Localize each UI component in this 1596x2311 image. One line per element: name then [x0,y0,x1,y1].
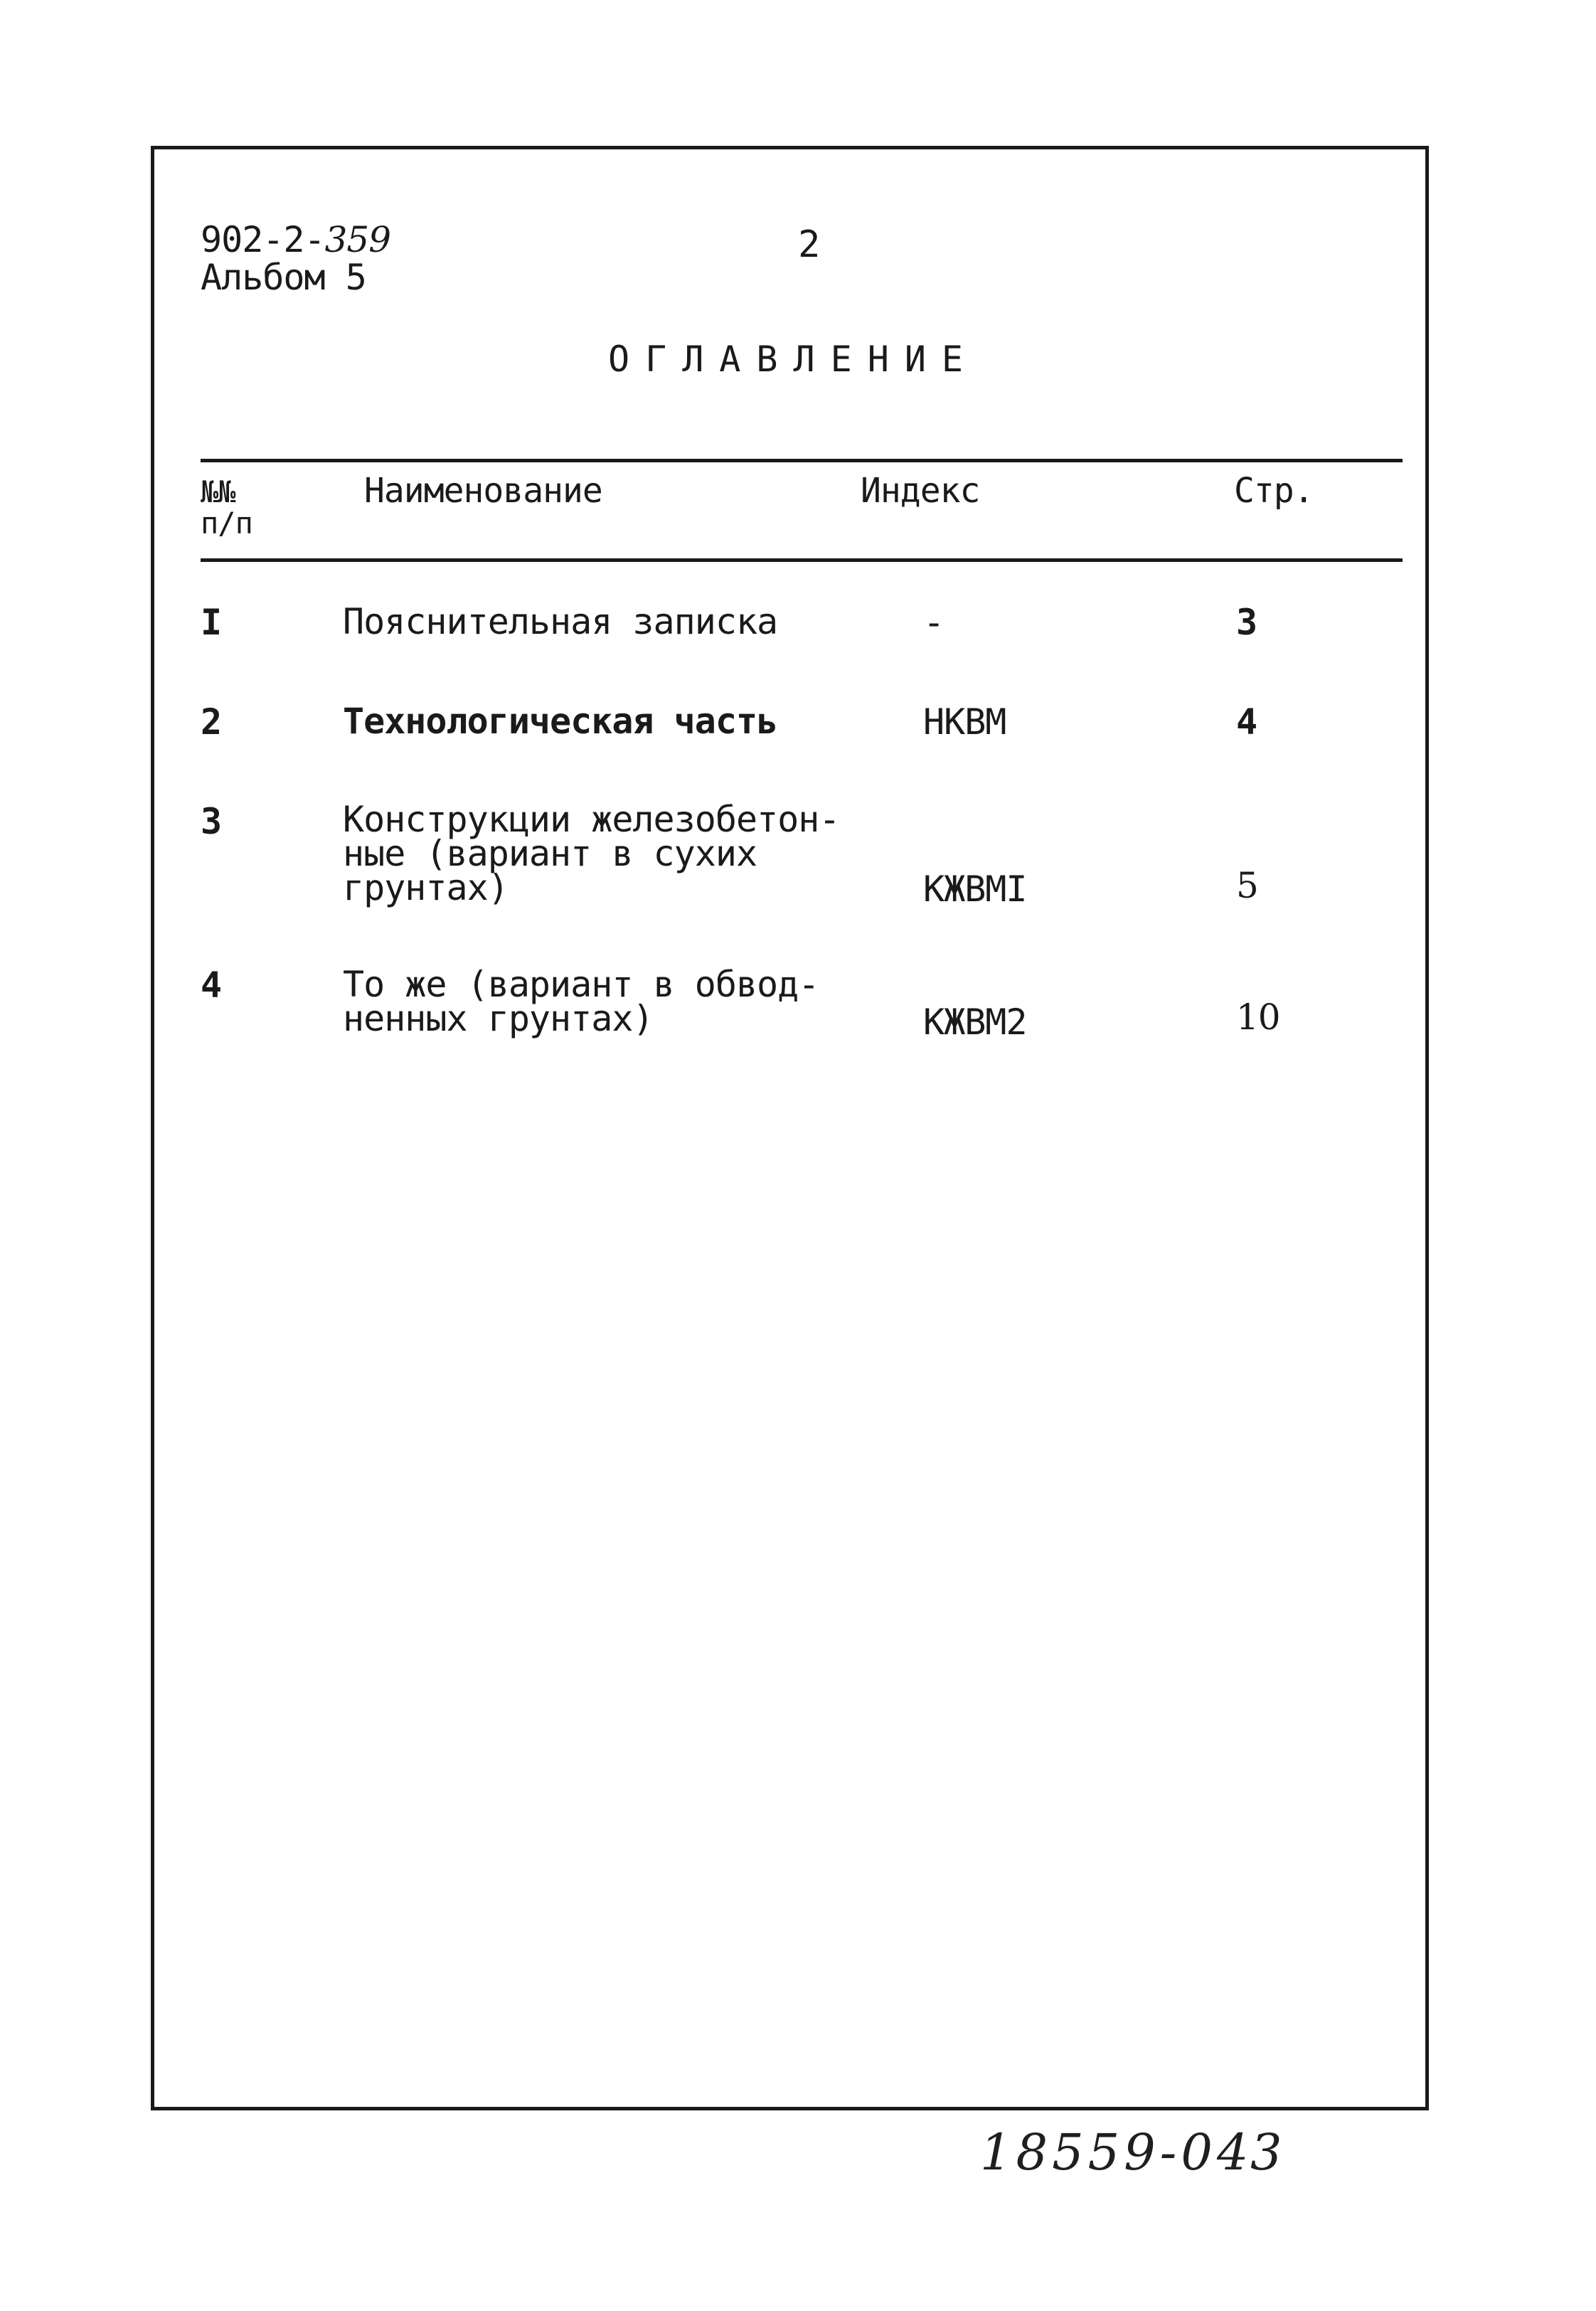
table-header-rule [201,558,1403,562]
document-code [201,219,391,260]
archive-code: 18559-04 [980,2123,1253,2182]
column-header-name: Наименование [364,471,602,511]
row-1-number: I [201,602,222,643]
row-2-page: 4 [1236,701,1257,743]
row-2-index: НКВМ [923,701,1006,743]
row-1-page: 3 [1236,602,1257,643]
row-4-page: 10 [1236,997,1280,1038]
row-2-number: 2 [201,701,222,743]
column-header-page: Стр. [1234,471,1314,511]
row-3-name: Конструкции железобетон- ные (вариант в сухих грунтах) [343,799,840,908]
page-title: ОГЛАВЛЕНИЕ [608,339,979,380]
page-number: 2 [798,223,821,266]
row-3-index: КЖВМI [923,868,1027,910]
row-3-number: 3 [201,801,222,842]
row-2-name: Технологическая часть [343,701,778,742]
row-4-number: 4 [201,965,222,1006]
row-3-page: 5 [1236,865,1258,906]
row-4-name: То же (вариант в обвод- ненных грунтах) [343,964,819,1039]
column-header-number: №№ п/п [201,474,252,541]
column-header-index: Индекс [861,471,980,511]
table-top-rule [201,459,1403,462]
album-label: Альбом 5 [201,257,366,298]
document-code-handwritten: 359 [324,219,391,260]
row-1-index: - [923,602,945,643]
row-4-index: КЖВМ2 [923,1002,1027,1043]
document-code-printed: 902-2- [201,219,325,260]
sheet-number: 3 [1250,2123,1282,2182]
sheet-frame [151,146,1429,2110]
row-1-name: Пояснительная записка [343,601,778,642]
